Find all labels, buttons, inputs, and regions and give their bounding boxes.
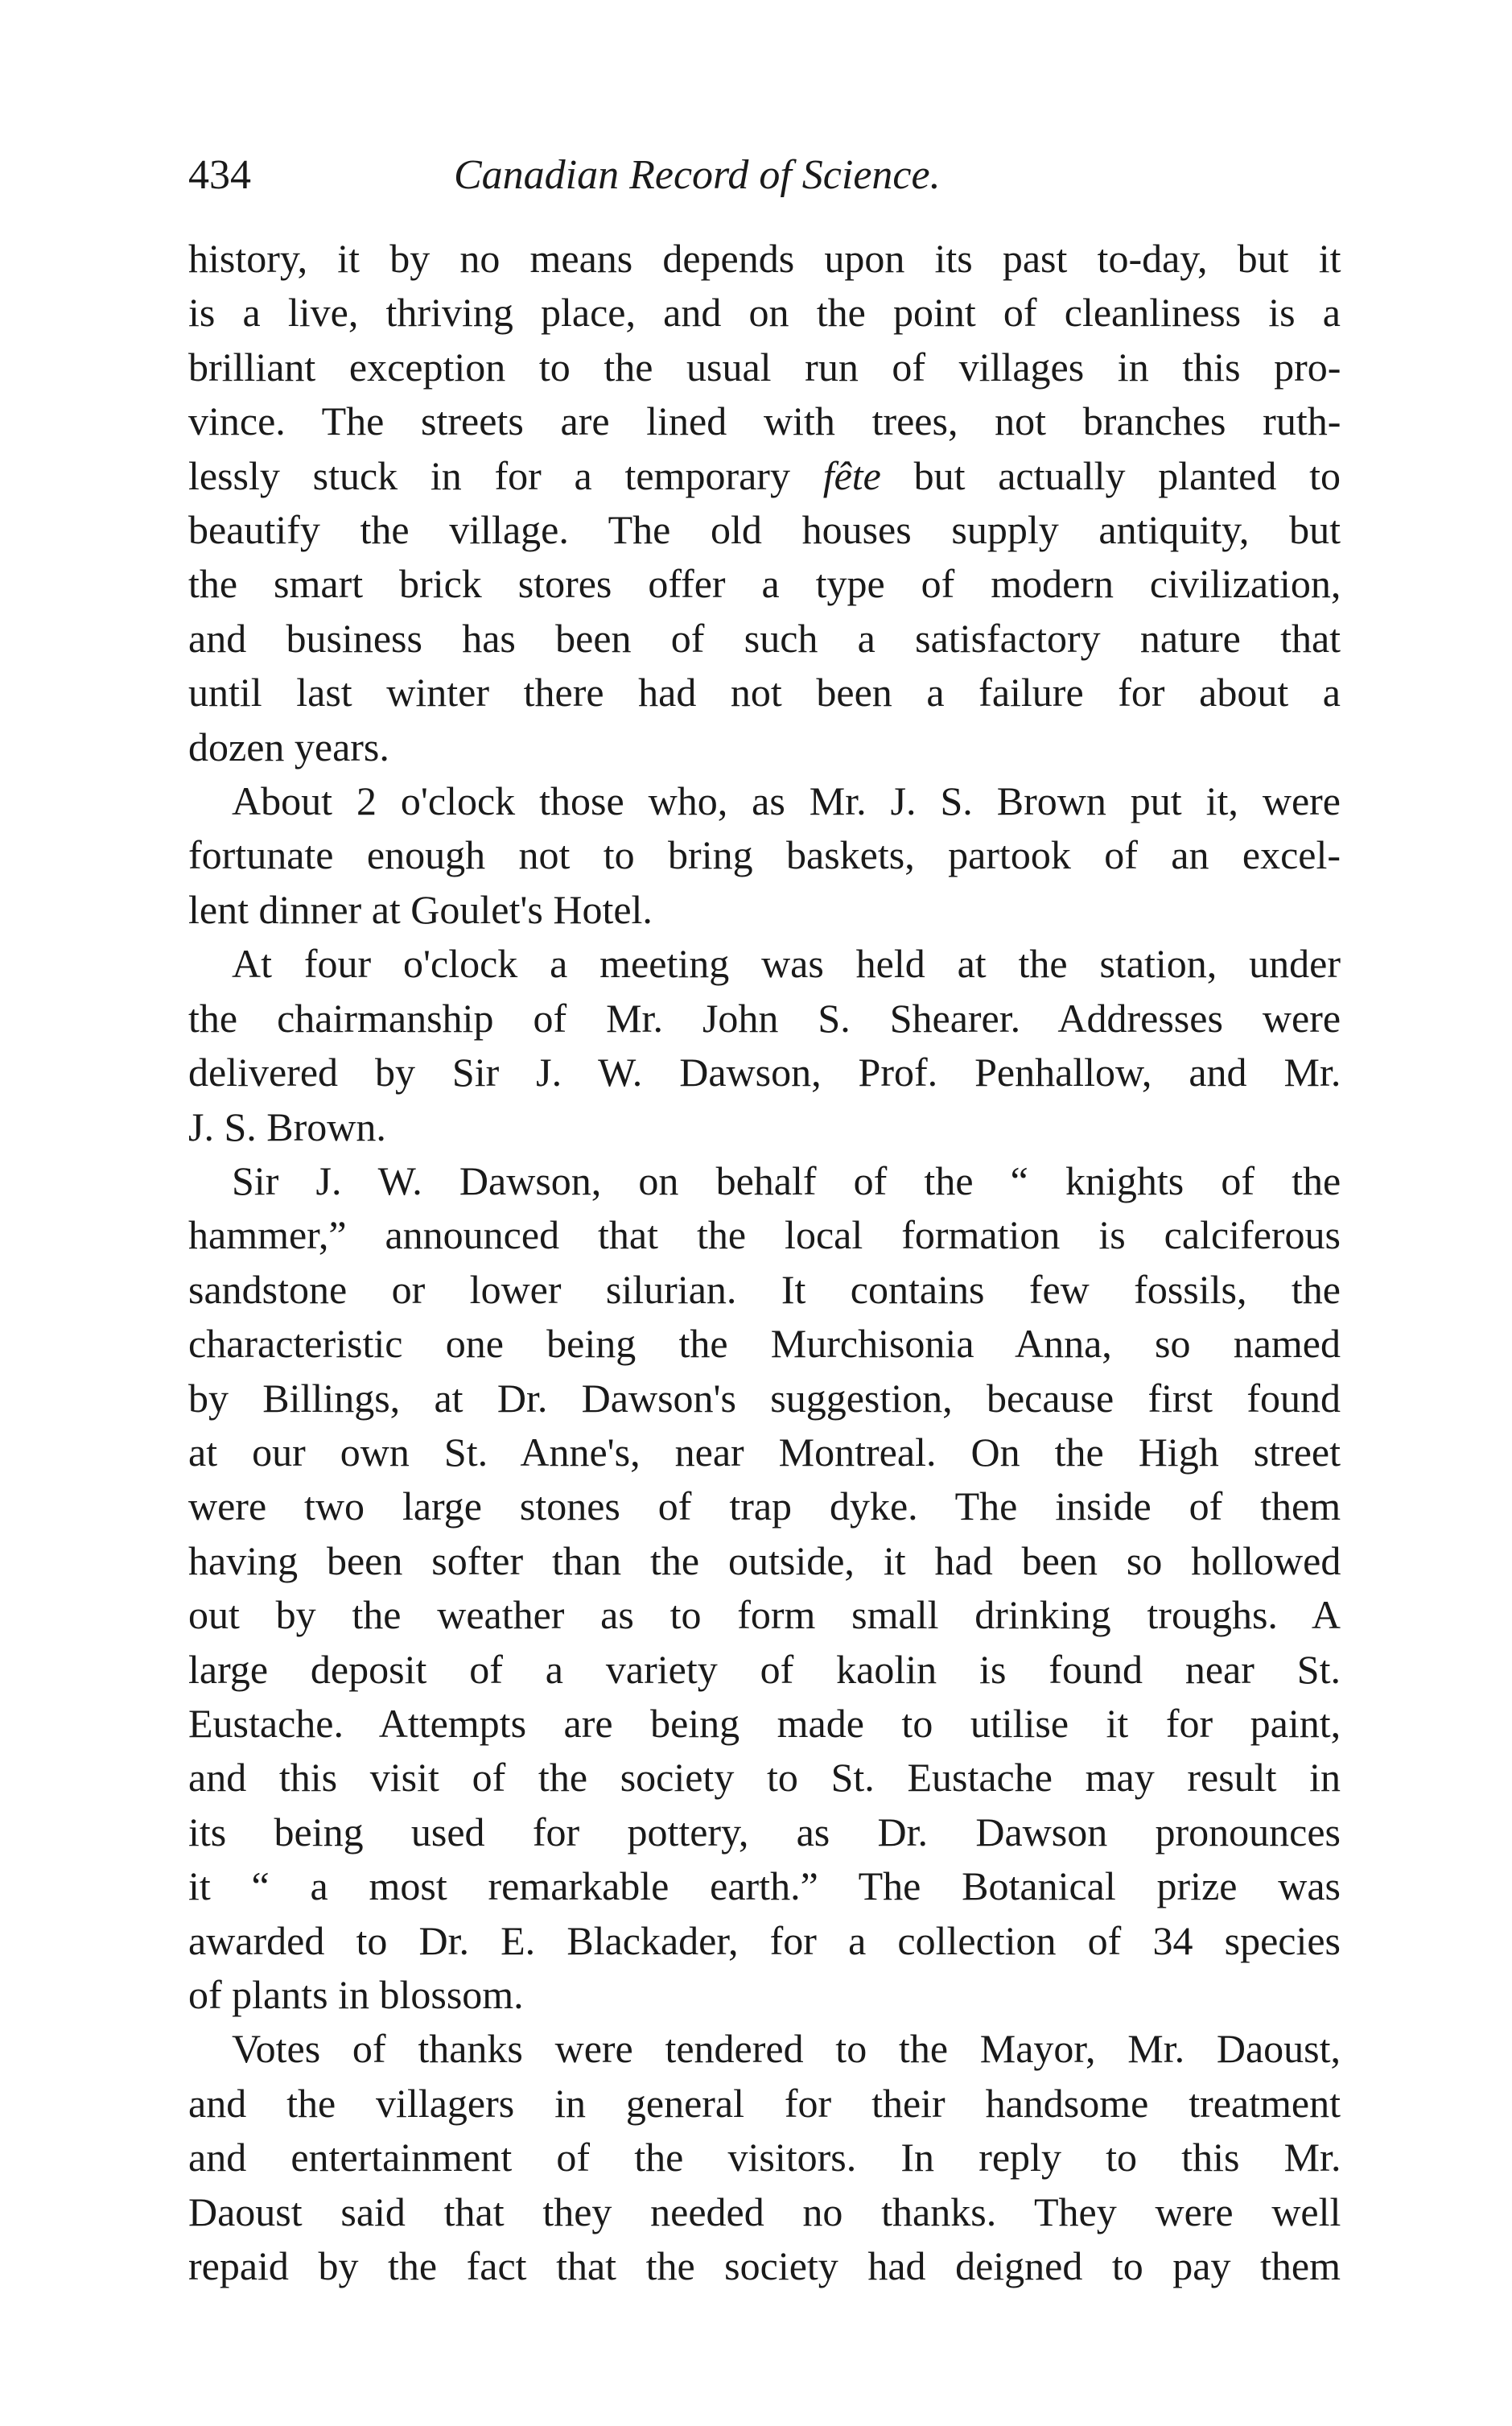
text-line: Sir J. W. Dawson, on behalf of the “ knights of the — [232, 1157, 1341, 1203]
page-header — [188, 142, 1341, 209]
text-line: repaid by the fact that the society had deigned to pay them — [188, 2243, 1341, 2289]
text-line: brilliant exception to the usual run of villages in this pro- — [188, 344, 1341, 390]
text-line: dozen years. — [188, 724, 389, 769]
text-line: J. S. Brown. — [188, 1104, 386, 1149]
paragraph — [188, 937, 1341, 1154]
text-line: at our own St. Anne's, near Montreal. On the High street — [188, 1429, 1341, 1475]
text-line: vince. The streets are lined with trees, not branches ruth- — [188, 398, 1341, 444]
text-line: and this visit of the society to St. Eustache may result in — [188, 1755, 1341, 1801]
text-line: characteristic one being the Murchisonia Anna, so named — [188, 1321, 1341, 1367]
text-line: delivered by Sir J. W. Dawson, Prof. Penhallow, and Mr. — [188, 1050, 1341, 1095]
text-line: sandstone or lower silurian. It contains few fossils, the — [188, 1266, 1341, 1312]
text-line: lent dinner at Goulet's Hotel. — [188, 886, 653, 932]
paragraph — [188, 2022, 1341, 2293]
text-line: Eustache. Attempts are being made to utilise it for paint, — [188, 1700, 1341, 1746]
running-title: Canadian Record of Science. — [454, 152, 941, 198]
text-line: At four o'clock a meeting was held at the station, under — [232, 941, 1341, 987]
text-line: history, it by no means depends upon its past to-day, but it — [188, 236, 1341, 281]
text-line: and the villagers in general for their handsome treatment — [188, 2080, 1341, 2126]
text-line: the chairmanship of Mr. John S. Shearer. Addresses were — [188, 995, 1341, 1041]
paragraph — [188, 1154, 1341, 2023]
text-line: is a live, thriving place, and on the point of cleanliness is a — [188, 290, 1341, 336]
paragraph — [188, 232, 1341, 774]
text-line: About 2 o'clock those who, as Mr. J. S. Brown put it, were — [232, 778, 1341, 824]
text-line: until last winter there had not been a failure for about a — [188, 670, 1341, 716]
text-line: its being used for pottery, as Dr. Dawson pronounces — [188, 1809, 1341, 1855]
text-line: Daoust said that they needed no thanks. They were well — [188, 2189, 1341, 2234]
text-line: and business has been of such a satisfactory nature that — [188, 615, 1341, 661]
text-line: by Billings, at Dr. Dawson's suggestion, because first found — [188, 1375, 1341, 1421]
text-line: Votes of thanks were tendered to the Mayor, Mr. Daoust, — [232, 2026, 1341, 2072]
text-line: fortunate enough not to bring baskets, partook of an excel- — [188, 832, 1341, 878]
body-text — [188, 232, 1341, 2293]
text-line: awarded to Dr. E. Blackader, for a collection of 34 species — [188, 1917, 1341, 1963]
text-line: of plants in blossom. — [188, 1972, 524, 2017]
text-line: large deposit of a variety of kaolin is found near St. — [188, 1646, 1341, 1692]
text-line: the smart brick stores offer a type of modern civilization, — [188, 561, 1341, 607]
text-line: and entertainment of the visitors. In reply to this Mr. — [188, 2135, 1341, 2181]
book-page — [188, 142, 1341, 2293]
text-line: lessly stuck in for a temporary fête but actually planted to — [188, 452, 1341, 498]
paragraph — [188, 774, 1341, 937]
text-line: it “ a most remarkable earth.” The Botanical prize was — [188, 1863, 1341, 1909]
text-line: beautify the village. The old houses supply antiquity, but — [188, 507, 1341, 553]
text-line: out by the weather as to form small drinking troughs. A — [188, 1592, 1341, 1638]
page-number: 434 — [188, 152, 251, 198]
text-line: hammer,” announced that the local formation is calciferous — [188, 1212, 1341, 1258]
text-line: were two large stones of trap dyke. The inside of them — [188, 1483, 1341, 1529]
text-line: having been softer than the outside, it had been so hollowed — [188, 1537, 1341, 1583]
